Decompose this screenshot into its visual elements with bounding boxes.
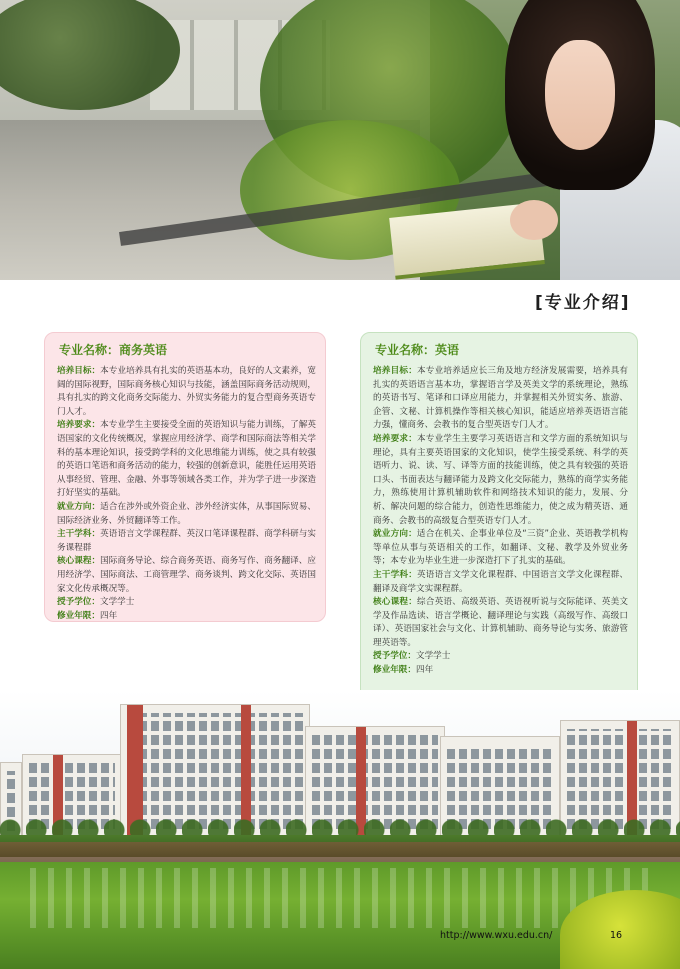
major-name-heading: 专业名称：英语 bbox=[375, 343, 460, 357]
item-label: 核心课程： bbox=[373, 597, 417, 608]
website-url: http://www.wxu.edu.cn/ bbox=[440, 930, 553, 941]
item-text: 本专业培养具有扎实的英语基本功，良好的人文素养，宽阔的国际视野，国际商务核心知识与技能，涵盖国际商务活动规则，具有扎实的跨文化商务交际能力、外贸实务能力的复合型商务英语专门人才。 bbox=[57, 366, 316, 417]
item-label: 授予学位： bbox=[373, 651, 416, 662]
major-item bbox=[373, 365, 628, 433]
major-description bbox=[373, 365, 628, 678]
item-label: 培养要求： bbox=[57, 420, 101, 431]
hero-student-face bbox=[545, 40, 615, 150]
item-label: 就业方向： bbox=[57, 501, 101, 512]
major-item bbox=[57, 528, 316, 555]
hero-student-hand bbox=[510, 200, 558, 240]
item-text: 本专业学生主要接受全面的英语知识与能力训练，了解英语国家的文化传统概况，掌握应用经济学、商学和国际商法等相关学科的基本理论知识，接受跨学科的文化思维能力训练，使之具有较强的英语口笔语和商务活动的能力，较强的创新意识，能胜任运用英语从事经贸、管理、金融、外事等领域各类工作，并为学子进一步深造打好坚实的基础。 bbox=[57, 420, 316, 499]
item-text: 适合在机关、企事业单位及“三资”企业、英语教学机构等单位从事与英语相关的工作，如翻译、文秘、教学及外贸业务等；本专业为毕业生进一步深造打下了扎实的基础。 bbox=[373, 529, 628, 567]
item-text: 国际商务导论、综合商务英语、商务写作、商务翻译、应用经济学、国际商法、工商管理学、商务谈判、跨文化交际、英语国家文化传承概况等。 bbox=[57, 556, 316, 594]
major-item bbox=[373, 596, 628, 650]
major-item bbox=[57, 596, 316, 610]
item-label: 授予学位： bbox=[57, 597, 100, 608]
item-label: 培养目标： bbox=[373, 366, 417, 376]
item-text: 文学学士 bbox=[99, 597, 135, 608]
major-item bbox=[373, 664, 628, 678]
item-label: 核心课程： bbox=[57, 556, 101, 567]
major-item bbox=[57, 419, 316, 501]
item-label: 主干学科： bbox=[57, 529, 101, 540]
campus-photo bbox=[0, 690, 680, 969]
item-text: 英语语言文学课程群、英汉口笔译课程群、商学科研与实务课程群 bbox=[57, 529, 316, 553]
item-text: 本专业培养适应长三角及地方经济发展需要，培养具有扎实的英语语言基本功，掌握语言学及英美文学的系统理论，熟练的英语书写、笔译和口译应用能力，并掌握相关外贸实务、旅游、企管、文秘、计算机操作等相关核心知识，能适应培养英语语言能力强，懂商务、会教书的复合型英语专门人才。 bbox=[373, 366, 628, 431]
item-label: 培养要求： bbox=[373, 433, 417, 444]
item-text: 文学学士 bbox=[415, 651, 451, 662]
major-item bbox=[57, 610, 316, 624]
major-card-english bbox=[360, 332, 638, 710]
item-label: 主干学科： bbox=[373, 569, 417, 580]
item-text: 本专业学生主要学习英语语言和文学方面的系统知识与理论，具有主要英语国家的文化知识，使学生接受系统、科学的英语听力、说、读、写、译等方面的技能训练，使之具有较强的英语口头、书面表达与翻译能力及跨文化交际能力，熟练的商学实务能力，熟练使用计算机辅助软件和网络技术知识的能力，发展、分析、解决问题的综合能力，创造性思维能力，使之成为精英语、通商务、会教书的高级复合型英语专门人才。 bbox=[373, 433, 628, 526]
campus-bank bbox=[0, 842, 680, 864]
major-card-business-english bbox=[44, 332, 326, 622]
item-text: 四年 bbox=[99, 610, 118, 621]
item-text: 综合英语、高级英语、英语视听说与交际能译、英美文学及作品选读、语言学概论、翻译理论与实践（高级写作、高级口译）、英语国家社会与文化、计算机辅助、商务导论与实务、旅游管理英语等。 bbox=[373, 597, 628, 648]
page-number: 16 bbox=[610, 930, 623, 941]
item-text: 适合在涉外或外资企业、涉外经济实体，从事国际贸易、国际经济业务、外贸翻译等工作。 bbox=[57, 501, 316, 526]
major-item bbox=[373, 433, 628, 528]
item-label: 培养目标： bbox=[57, 366, 101, 376]
item-label: 修业年限： bbox=[373, 665, 416, 676]
section-title: [专业介绍] bbox=[535, 293, 631, 313]
major-item bbox=[57, 555, 316, 596]
item-text: 英语语言文学文化课程群、中国语言文学文化课程群、翻译及商学文实课程群。 bbox=[373, 569, 628, 594]
major-item bbox=[57, 365, 316, 419]
item-text: 四年 bbox=[415, 665, 434, 676]
major-item bbox=[57, 501, 316, 528]
item-label: 就业方向： bbox=[373, 529, 417, 540]
major-name-heading: 专业名称：商务英语 bbox=[59, 343, 168, 357]
item-label: 修业年限： bbox=[57, 610, 100, 621]
major-item bbox=[373, 528, 628, 569]
hero-photo-student-reading bbox=[0, 0, 680, 280]
major-description bbox=[57, 365, 316, 623]
major-item bbox=[373, 569, 628, 596]
major-item bbox=[373, 650, 628, 664]
